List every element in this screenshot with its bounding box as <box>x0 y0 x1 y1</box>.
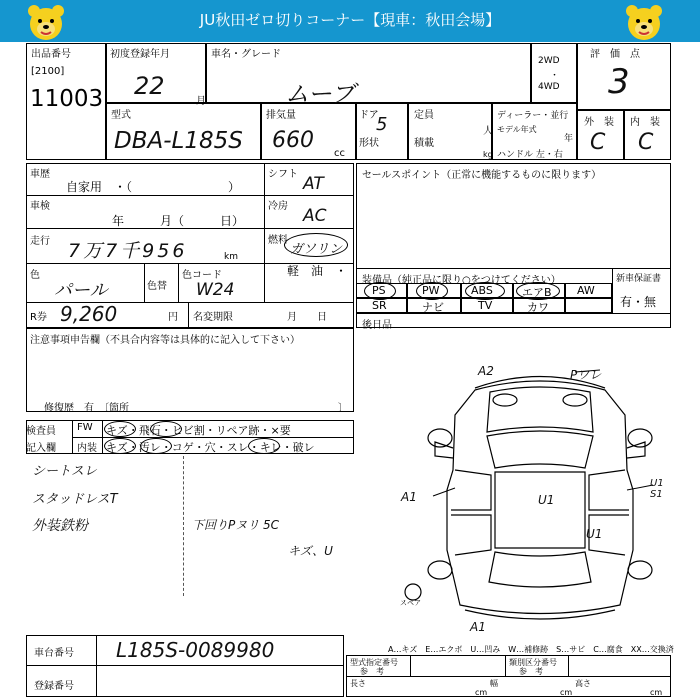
recycle-yen: 円 <box>168 312 178 323</box>
col-divider <box>264 263 265 302</box>
circle-mark <box>140 438 172 454</box>
name-change-value: 月 日 <box>287 312 327 323</box>
height-unit: cm <box>650 688 663 697</box>
name-label: 車名・グレード <box>211 49 281 60</box>
interior-check-label: 内装 <box>77 443 97 454</box>
handle-label: ハンドル 左・右 <box>497 150 563 160</box>
chassis-label: 車台番号 <box>34 648 74 659</box>
fuel-circle-mark <box>284 233 348 257</box>
model-year-label: モデル年式 <box>497 125 537 134</box>
damage-label-u1s1: U1 S1 <box>650 478 664 500</box>
col-divider <box>410 655 411 676</box>
inspection-value: 年 月（ 日） <box>112 214 245 228</box>
circle-mark <box>516 282 560 300</box>
type-cert-label: 型式指定番号 <box>350 658 398 667</box>
shift-label: シフト <box>268 169 298 180</box>
exterior-value: C <box>590 130 606 155</box>
row-divider <box>346 676 671 677</box>
fuel-value-diesel: 軽 油 ・ <box>287 264 348 278</box>
equip-airbag: エアB <box>522 286 552 299</box>
door-value: 5 <box>376 114 388 135</box>
damage-label-a1-bottom: A1 <box>470 620 486 634</box>
inspection-label: 車検 <box>30 201 50 212</box>
length-unit: cm <box>475 688 488 697</box>
lot-label: 出品番号 <box>31 49 71 60</box>
circle-mark <box>364 282 396 300</box>
circle-mark <box>465 282 505 300</box>
dashed-divider <box>183 456 184 596</box>
month-unit: 月 <box>196 96 206 107</box>
remark-scratch: キズ、U <box>288 544 333 558</box>
col-divider <box>144 263 145 302</box>
drive-4wd: 4WD <box>538 82 560 92</box>
col-divider <box>96 635 97 697</box>
aircon-value: AC <box>303 206 327 226</box>
circle-mark <box>150 421 182 437</box>
mascot-bear-icon <box>624 2 664 42</box>
mileage-label: 走行 <box>30 236 50 247</box>
length-label: 長さ <box>350 679 366 688</box>
lot-number: 11003 <box>30 86 104 112</box>
model-label: 型式 <box>111 110 131 121</box>
circle-mark <box>416 282 448 300</box>
equip-cell <box>565 298 612 313</box>
remark-seat: シートスレ <box>32 464 97 479</box>
rear-seat-label: 後日品 <box>362 320 392 331</box>
history-value: 自家用 ・（ ） <box>66 180 241 194</box>
displacement-label: 排気量 <box>266 110 296 121</box>
interior-items: キズ・汚レ・コゲ・穴・スレ・キレ・破レ <box>106 441 315 454</box>
equip-sr: SR <box>372 299 387 312</box>
displacement-value: 660 <box>272 128 314 153</box>
first-reg-value: 22 <box>134 72 165 100</box>
damage-label-a1-left: A1 <box>401 490 417 504</box>
damage-label-u1-center: U1 <box>538 493 555 507</box>
equip-aw: AW <box>577 284 595 297</box>
score-label: 評 価 点 <box>590 49 640 60</box>
row-divider <box>356 268 671 269</box>
displacement-unit: cc <box>334 148 345 159</box>
equip-tv: TV <box>478 299 493 312</box>
color-code-value: W24 <box>196 280 235 300</box>
color-label: 色 <box>30 270 40 281</box>
color-code-label: 色コード <box>182 270 222 281</box>
col-divider <box>178 263 179 302</box>
capacity-label: 定員 <box>414 110 434 121</box>
spare-label: スペア <box>400 599 421 607</box>
exterior-label: 外 装 <box>584 117 614 128</box>
row-divider <box>356 313 671 314</box>
circle-mark <box>104 438 136 454</box>
col-divider <box>568 655 569 676</box>
equip-abs: ABS <box>471 284 493 297</box>
circle-mark <box>104 421 136 437</box>
load-unit: kg <box>483 150 493 159</box>
sales-point-label: セールスポイント（正常に機能するものに限ります） <box>362 170 602 181</box>
new-warranty-value: 有・無 <box>620 295 657 309</box>
row-divider <box>26 665 344 666</box>
damage-legend: A…キズ E…エクボ U…凹み W…補修跡 S…サビ C…腐食 XX…交換済 <box>388 645 674 654</box>
remark-studless: スタッドレスT <box>32 492 118 507</box>
capacity-unit: 人 <box>483 126 493 137</box>
equip-kawa: カワ <box>527 301 549 314</box>
notes-title: 注意事項申告欄（不具合内容等は具体的に記入して下さい） <box>30 335 300 346</box>
circle-mark <box>248 438 280 454</box>
interior-value: C <box>638 130 654 155</box>
registration-label: 登録番号 <box>34 681 74 692</box>
equip-pw: PW <box>422 284 440 297</box>
inspector-label: 検査員 <box>26 426 56 437</box>
recycle-label: R券 <box>30 312 47 323</box>
model-value: DBA-L185S <box>114 128 243 154</box>
name-value: ムーブ <box>285 80 355 108</box>
remark-iron-dust: 外装鉄粉 <box>32 518 88 534</box>
remark-undercarriage: 下回りPヌリ 5C <box>192 518 280 532</box>
drive-2wd: 2WD <box>538 56 560 66</box>
equipment-label: 装備品（純正品に限り○をつけてください） <box>362 275 561 286</box>
repair-close: 〕 <box>338 403 348 414</box>
fuel-value-gasoline: ガソリン <box>290 242 343 257</box>
width-unit: cm <box>560 688 573 697</box>
load-label: 積載 <box>414 138 434 149</box>
equip-ps: PS <box>372 284 386 297</box>
row-divider <box>26 195 354 196</box>
new-warranty-label: 新車保証書 <box>616 274 662 284</box>
record-label: 記入欄 <box>26 443 56 454</box>
width-label: 幅 <box>490 679 498 688</box>
color-change-label: 色替 <box>147 281 167 292</box>
type-cert-ref: 参 考 <box>360 667 384 676</box>
mileage-value: 7万7千956 <box>68 240 188 262</box>
equip-navi: ナビ <box>422 301 444 314</box>
chassis-value: L185S-0089980 <box>116 638 275 662</box>
dealer-label: ディーラー・並行 <box>497 111 569 121</box>
col-divider <box>102 420 103 454</box>
class-number-ref: 参 考 <box>519 667 543 676</box>
lot-code: [2100] <box>31 66 65 77</box>
history-label: 車歴 <box>30 169 50 180</box>
damage-label-p-crack: Pワレ <box>570 368 602 382</box>
damage-label-u1-right: U1 <box>586 527 603 541</box>
year-unit: 年 <box>564 134 574 144</box>
door-label: ドア <box>359 110 379 121</box>
interior-label: 内 装 <box>630 117 660 128</box>
col-divider <box>612 268 613 313</box>
score-value: 3 <box>608 62 630 102</box>
aircon-label: 冷房 <box>268 201 288 212</box>
page-title: JU秋田ゼロ切りコーナー【現車：秋田会場】 <box>199 11 501 29</box>
repair-history-label: 修復歴 有 〔箇所 <box>44 403 129 414</box>
height-label: 高さ <box>575 679 591 688</box>
first-reg-label: 初度登録年月 <box>110 49 170 60</box>
drive-dot: ・ <box>550 71 560 81</box>
col-divider <box>505 655 506 676</box>
fw-label: FW <box>77 422 93 433</box>
mileage-unit: km <box>224 252 238 262</box>
damage-label-a2: A2 <box>478 364 494 378</box>
color-value: パール <box>54 280 108 301</box>
fw-items: キズ・飛石・ヒビ割・リペア跡・×要 <box>106 424 291 437</box>
mascot-bear-icon <box>26 2 66 42</box>
class-number-label: 類別区分番号 <box>509 658 557 667</box>
fuel-label: 燃料 <box>268 235 288 246</box>
col-divider <box>188 302 189 328</box>
recycle-value: 9,260 <box>60 302 118 326</box>
col-divider <box>264 163 265 263</box>
name-change-label: 名変期限 <box>193 312 233 323</box>
shift-value: AT <box>303 174 324 194</box>
shape-label: 形状 <box>359 138 379 149</box>
